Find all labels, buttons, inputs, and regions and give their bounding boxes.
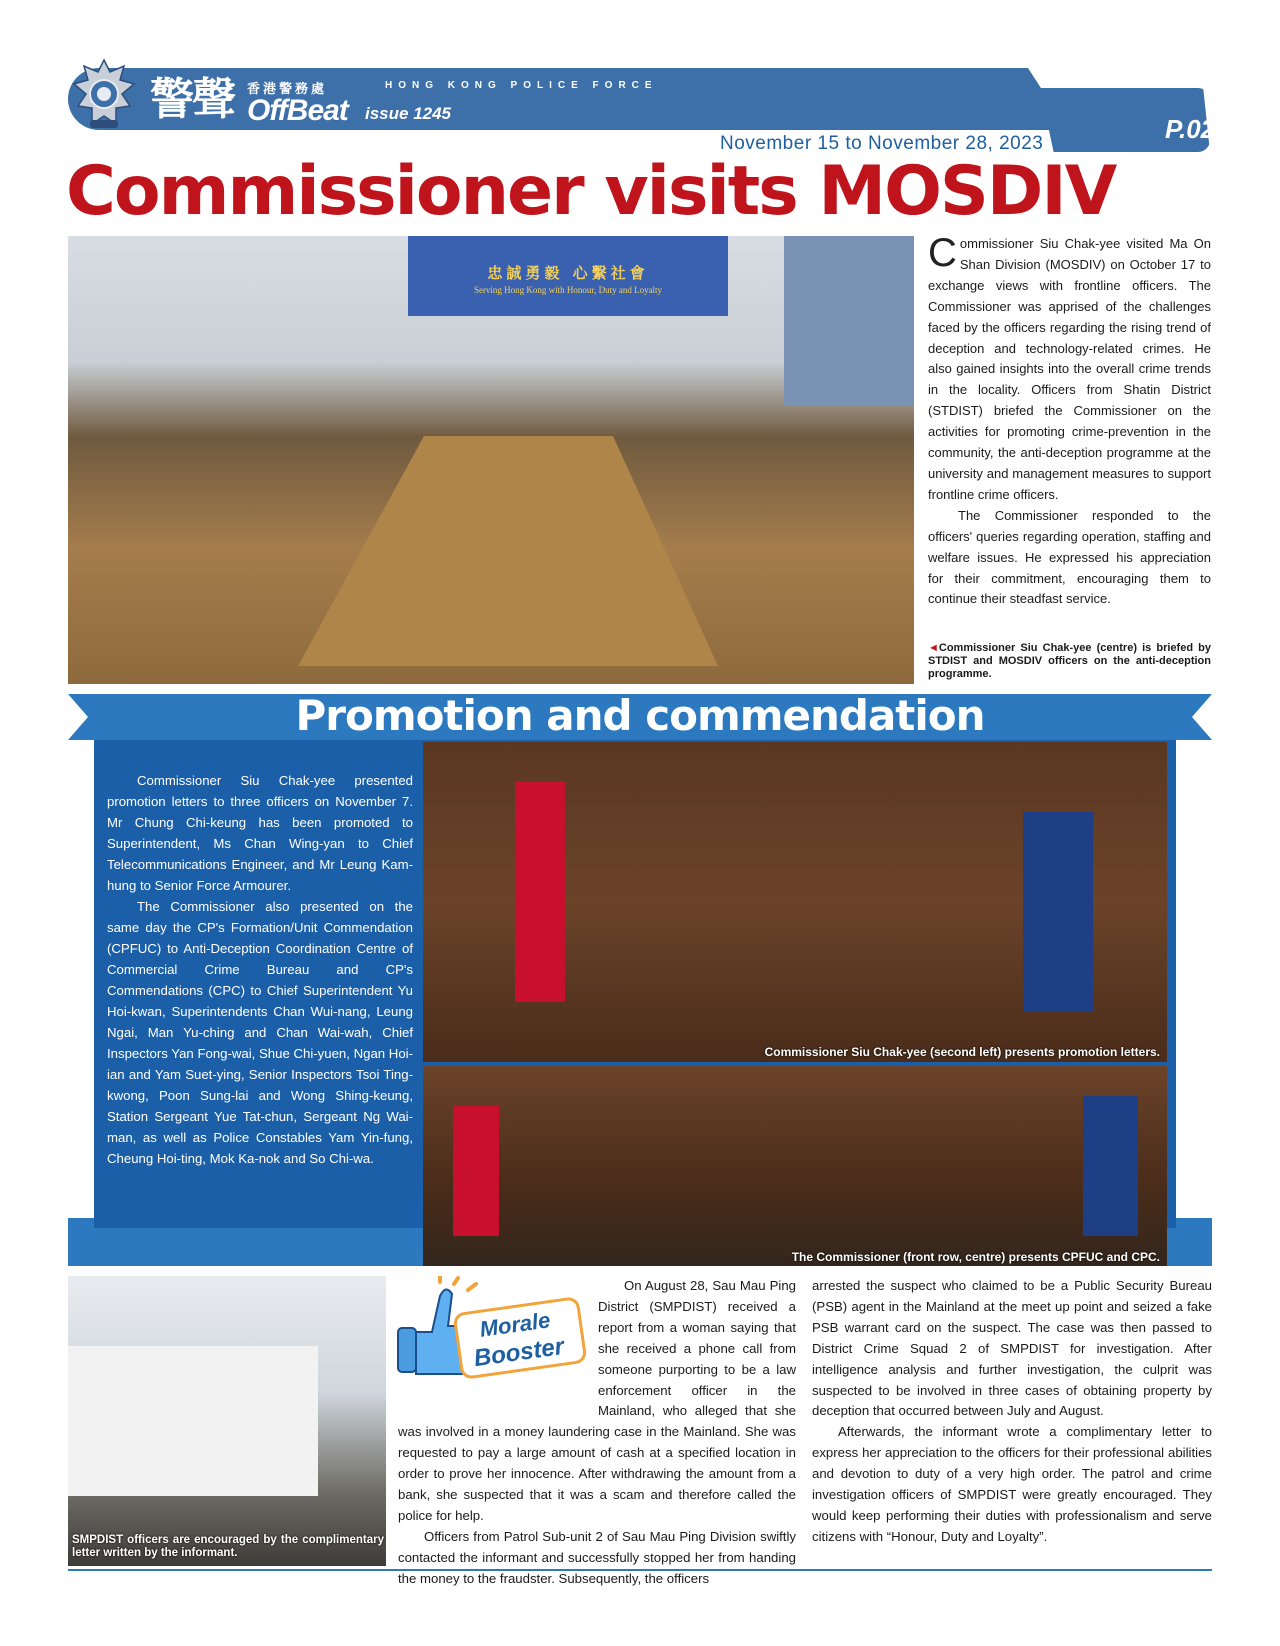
meeting-banner-chinese: 忠誠勇毅 心繫社會 <box>487 264 649 282</box>
masthead-force-name: HONG KONG POLICE FORCE <box>385 80 658 91</box>
dropcap: C <box>928 231 957 275</box>
section-title-promotion: Promotion and commendation <box>295 691 985 740</box>
intro-paragraph-1-text: ommissioner Siu Chak-yee visited Ma On Shan Division (MOSDIV) on October 17 to exchange views with frontline officers. The Commissioner was apprised of the challenges faced by the officers regarding the rising trend of deception and technology-related crimes. He also gained insights into the overall crime trends in the locality. Officers from Shatin District (STDIST) briefed the Commissioner on the activities for promoting crime-prevention in the community, the anti-deception programme at the university and management measures to support frontline crime officers. <box>928 236 1211 502</box>
hksar-flag <box>515 782 565 1002</box>
page-number: P.02 <box>1165 114 1216 144</box>
intro-article <box>928 231 1211 610</box>
morale-col2-paragraph-1: arrested the suspect who claimed to be a Public Security Bureau (PSB) agent in the Mainland at the meet up point and seized a fake PSB warrant card on the suspect. The case was then passed to District Crime Squad 2 of SMPDIST for investigation. After intelligence analysis and further investigation, the culprit was suspected to be involved in three cases of obtaining property by deception that occurred between July and August. <box>812 1278 1212 1419</box>
police-flag <box>1083 1096 1138 1236</box>
cpc-group-photo <box>423 1066 1167 1266</box>
smpdist-photo-wall <box>68 1346 318 1496</box>
intro-paragraph-2: The Commissioner responded to the officers' queries regarding operation, staffing and welfare issues. He expressed his appreciation for their commitment, encouraging them to continue their steadfast service. <box>928 507 1211 607</box>
page-headline: Commissioner visits MOSDIV <box>66 152 1116 231</box>
police-flag <box>1023 812 1093 1012</box>
masthead-offbeat: OffBeat <box>247 94 348 127</box>
morale-col2-paragraph-2: Afterwards, the informant wrote a complimentary letter to express her appreciation to the officers for their professional abilities and devotion to duty of a very high order. The patrol and crime investigation officers of SMPDIST were greatly encouraged. They would keep performing their duties with professionalism and serve citizens with “Honour, Duty and Loyalty”. <box>812 1424 1212 1544</box>
masthead-chinese-subtitle: 香港警務處 <box>247 82 328 97</box>
issue-dates: November 15 to November 28, 2023 <box>720 133 1044 154</box>
cpc-group-caption: The Commissioner (front row, centre) presents CPFUC and CPC. <box>791 1250 1160 1264</box>
badge-word-morale: Morale <box>478 1307 552 1342</box>
meeting-photo-caption-text: Commissioner Siu Chak-yee (centre) is briefed by STDIST and MOSDIV officers on the anti-deception programme. <box>928 642 1211 680</box>
footer-rule <box>68 1569 1212 1571</box>
masthead-issue: issue 1245 <box>365 104 452 123</box>
morale-booster-badge <box>388 1276 588 1388</box>
morale-story-column-2 <box>812 1276 1212 1548</box>
morale-col1-paragraph-2: Officers from Patrol Sub-unit 2 of Sau Mau Ping Division swiftly contacted the informant and successfully stopped her from handing the money to the fraudster. Subsequently, the officers <box>398 1528 796 1586</box>
hksar-flag <box>453 1106 499 1236</box>
meeting-banner-english: Serving Hong Kong with Honour, Duty and Loyalty <box>473 285 663 295</box>
caption-pointer-icon: ◄ <box>928 642 939 654</box>
promotion-paragraph-1: Commissioner Siu Chak-yee presented promotion letters to three officers on November 7. Mr Chung Chi-keung has been promoted to Superintendent, Ms Chan Wing-yan to Chief Telecommunications Engineer, and Mr Leung Kam-hung to Senior Force Armourer. <box>107 773 413 893</box>
meeting-photo-banner <box>408 236 728 316</box>
meeting-photo <box>68 236 914 684</box>
promotion-letters-caption: Commissioner Siu Chak-yee (second left) presents promotion letters. <box>764 1045 1160 1059</box>
meeting-photo-window <box>784 236 914 406</box>
police-crest-icon <box>72 58 136 134</box>
intro-paragraph-1 <box>928 231 1211 506</box>
promotion-paragraph-2: The Commissioner also presented on the same day the CP's Formation/Unit Commendation (CPFUC) to Anti-Deception Coordination Centre of Commercial Crime Bureau and CP's Commendations (CPC) to Chief Superintendent Yu Hoi-kwan, Superintendents Chan Wui-nang, Leung Ngai, Man Yu-ching and Chan Wai-wah, Chief Inspectors Yan Fong-wai, Shue Chi-yuen, Ngan Hoi-ian and Yam Suet-ying, Senior Inspectors Tsoi Ting-kwong, Poon Sung-lai and Wong Shing-keung, Station Sergeant Yue Tat-chun, Sergeant Ng Wai-man, as well as Police Constables Yam Yin-fung, Cheung Hoi-ting, Mok Ka-nok and So Chi-wa. <box>107 899 413 1166</box>
meeting-photo-caption <box>928 642 1211 681</box>
smpdist-photo-caption: SMPDIST officers are encouraged by the complimentary letter written by the informant. <box>72 1534 384 1559</box>
promotion-letters-photo <box>423 742 1167 1062</box>
masthead-chinese-title: 警聲 <box>150 74 234 125</box>
smpdist-officers-photo <box>68 1276 386 1566</box>
morale-col1-paragraph-1: On August 28, Sau Mau Ping District (SMPDIST) received a report from a woman saying that she received a phone call from someone purporting to be a law enforcement officer in the Mainland, who alleged that she was involved in a money laundering case in the Mainland. She was requested to pay a large amount of cash at a specified location in order to prove her innocence. After withdrawing the amount from a bank, she suspected that it was a scam and therefore called the police for help. <box>398 1278 796 1523</box>
burst-lines-icon <box>440 1276 476 1290</box>
badge-word-booster: Booster <box>472 1332 566 1373</box>
meeting-photo-table <box>298 436 718 666</box>
promotion-article <box>107 770 413 1169</box>
